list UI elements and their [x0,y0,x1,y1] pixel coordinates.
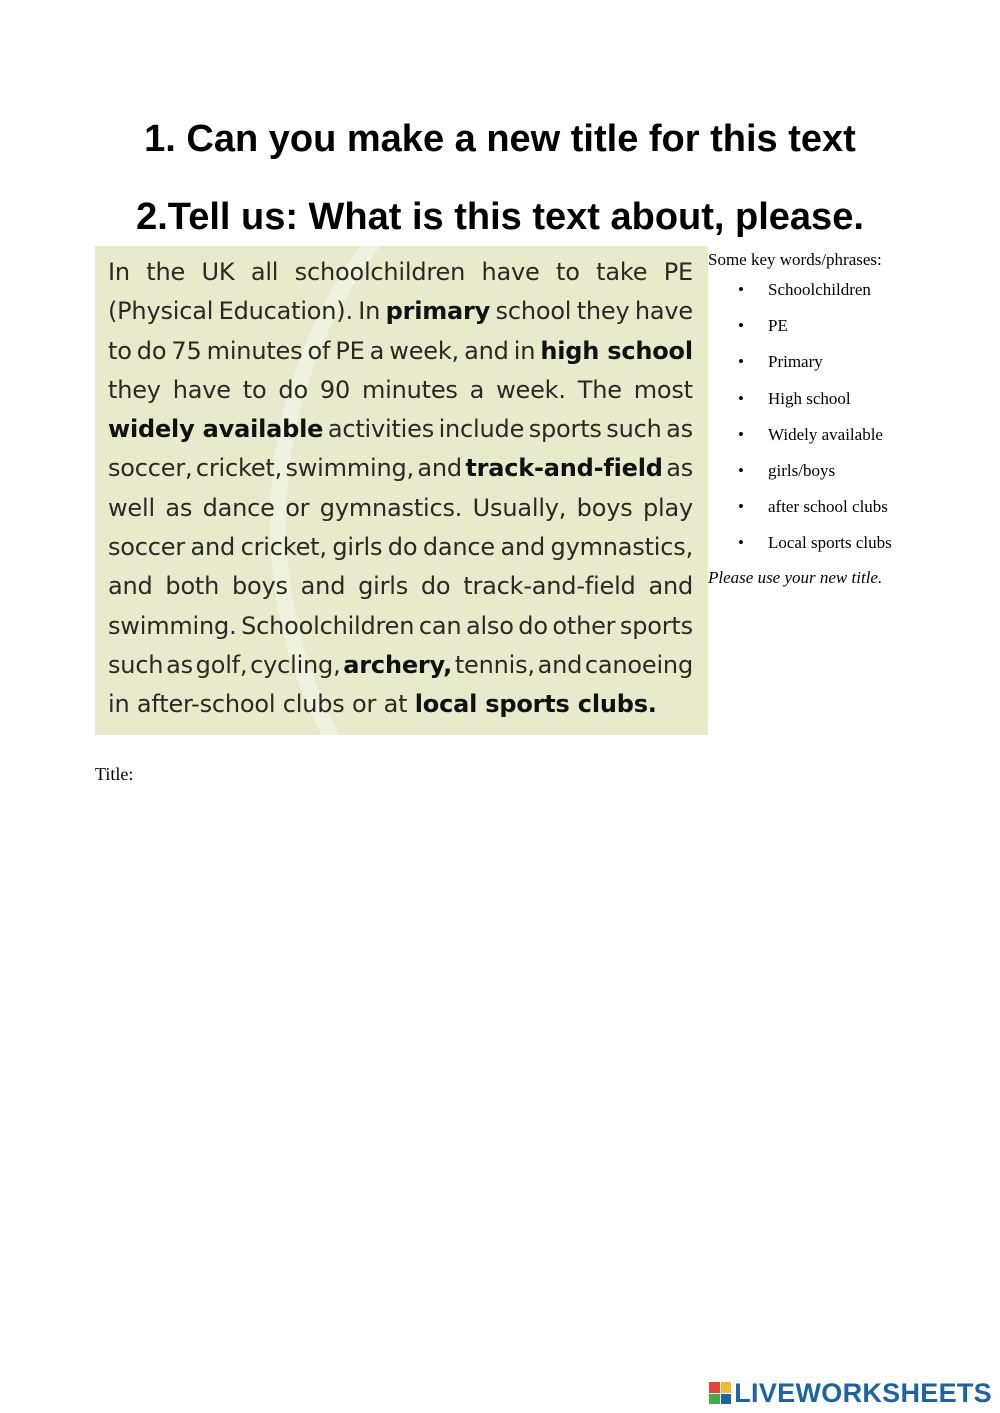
passage-word: such [108,650,164,679]
passage-word: soccer, [108,454,193,483]
question-2: 2.Tell us: What is this text about, please. [136,196,864,238]
passage-word: minutes [361,375,458,404]
passage-word: canoeing [584,650,693,679]
passage-word: as [165,493,193,522]
liveworksheets-logo-icon [709,1382,731,1404]
passage-word: and [500,533,546,562]
key-words-heading: Some key words/phrases: [708,250,882,269]
liveworksheets-wordmark: LIVEWORKSHEETS [734,1377,992,1408]
passage-word: dance [422,533,495,562]
passage-word: In [108,258,130,286]
passage-keyword: high school [540,336,693,365]
passage-word: 90 [319,375,351,404]
passage-text [108,253,693,725]
question-1: 1. Can you make a new title for this text [144,118,856,160]
passage-word: and [417,454,462,483]
passage-word: as [666,454,693,483]
passage-word: all [250,258,279,286]
passage-word: The [577,375,622,404]
passage-word: the [146,258,186,286]
passage-word: gymnastics, [550,533,693,562]
passage-line [108,253,693,292]
passage-word: play [642,493,693,522]
passage-line [108,371,693,410]
passage-line [108,685,693,724]
passage-word: in after-school clubs or at [108,690,415,719]
passage-word: can [418,611,462,640]
passage-word: week, [389,336,459,365]
passage-keyword: primary [385,297,491,326]
passage-word: and [300,572,346,601]
passage-word: (Physical [108,297,214,326]
passage-line [108,292,693,331]
passage-word: cricket, [240,533,327,562]
passage-keyword: widely available [108,415,324,444]
passage-word: activities [327,415,435,444]
reading-passage-image [95,246,708,735]
passage-word: golf, [195,650,248,679]
passage-word: track-and-field [463,572,636,601]
passage-word: PE [335,336,365,365]
passage-word: and [648,572,693,601]
passage-word: to [556,258,580,286]
key-word-item: • Local sports clubs [708,525,998,561]
key-word-item: • Primary [708,344,998,380]
passage-line [108,449,693,488]
passage-word: do [278,375,308,404]
passage-word: and [108,572,153,601]
passage-word: do [518,611,548,640]
passage-word: tennis, [454,650,535,679]
passage-word: also [465,611,514,640]
passage-word: a [469,375,485,404]
passage-line [108,332,693,371]
passage-word: schoolchildren [294,258,466,286]
passage-word: swimming. [108,611,237,640]
passage-word: do [420,572,451,601]
passage-word: Education). [218,297,353,326]
passage-word: have [481,258,540,286]
passage-word: or [285,493,310,522]
passage-word: cycling, [250,650,341,679]
passage-line [108,646,693,685]
passage-word: to [242,375,267,404]
key-word-item: • after school clubs [708,489,998,525]
title-answer-label: Title: [95,764,134,784]
passage-word: they [576,297,630,326]
passage-word: in [513,336,536,365]
passage-line [108,607,693,646]
key-word-item: • PE [708,308,998,344]
passage-word: as [666,415,693,444]
passage-word: have [172,375,231,404]
key-word-item: • Widely available [708,417,998,453]
passage-word: cricket, [195,454,283,483]
passage-word: do [387,533,418,562]
passage-word: and [190,533,236,562]
passage-word: girls [332,533,383,562]
passage-word: 75 [171,336,202,365]
passage-word: boys [232,572,288,601]
passage-word: PE [663,258,693,286]
passage-line [108,410,693,449]
passage-word: as [166,650,193,679]
passage-word: include [438,415,525,444]
passage-word: Usually, [472,493,567,522]
passage-line [108,489,693,528]
key-words-panel [708,248,998,590]
passage-word: do [136,336,167,365]
passage-word: dance [202,493,275,522]
passage-word: In [358,297,381,326]
logo-square-red [709,1382,720,1393]
passage-word: boys [576,493,633,522]
logo-square-green [709,1394,720,1405]
passage-line [108,567,693,606]
passage-word: school [495,297,572,326]
key-word-item: • girls/boys [708,453,998,489]
passage-word: sports [619,611,693,640]
passage-word: they [108,375,161,404]
passage-word: UK [201,258,235,286]
instruction-note: Please use your new title. [708,567,883,587]
passage-word: both [165,572,220,601]
logo-square-blue [721,1394,732,1405]
passage-word: minutes [206,336,303,365]
passage-word: of [307,336,331,365]
passage-word: other [552,611,616,640]
passage-word: well [108,493,155,522]
logo-square-yellow [721,1382,732,1393]
liveworksheets-logo [709,1378,992,1408]
passage-word: to [108,336,132,365]
passage-word: girls [358,572,409,601]
passage-line [108,528,693,567]
passage-word: Schoolchildren [241,611,415,640]
passage-keyword: archery, [343,650,453,679]
key-word-item: • High school [708,381,998,417]
passage-keyword: track-and-field [465,454,663,483]
passage-keyword: local sports clubs. [414,690,657,719]
passage-word: and [537,650,583,679]
passage-word: swimming, [285,454,414,483]
passage-word: such [606,415,662,444]
passage-word: sports [528,415,602,444]
passage-word: most [633,375,693,404]
passage-word: and [464,336,509,365]
passage-word: week. [496,375,566,404]
passage-word: soccer [108,533,186,562]
passage-word: take [596,258,648,286]
key-word-item: • Schoolchildren [708,272,998,308]
passage-word: a [369,336,385,365]
key-words-list [708,272,998,562]
passage-word: have [634,297,693,326]
passage-word: gymnastics. [319,493,463,522]
